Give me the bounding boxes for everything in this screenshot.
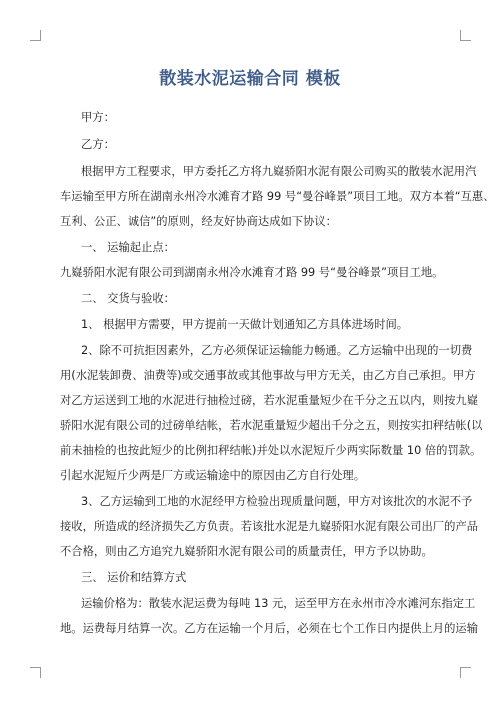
party-b-label: 乙方： [81, 138, 115, 151]
crop-mark-bottom-right [460, 667, 471, 678]
paragraph-line: 引起水泥短斤少两是厂方或运输途中的原因由乙方自行处理。 [60, 469, 366, 482]
paragraph-line: 九嶷骄阳水泥有限公司到湖南永州冷水滩育才路 99 号“曼谷峰景”项目工地。 [60, 266, 444, 279]
section-heading: 一、 运输起止点： [81, 241, 175, 254]
paragraph-line: 前未抽检的也按此短少的比例扣秤结帐)并处以水泥短斤少两实际数量 10 倍的罚款。 [60, 444, 482, 457]
paragraph-line: 车运输至甲方所在湖南永州冷水滩育才路 99 号“曼谷峰景”项目工地。双方本着“互惠、 [60, 190, 495, 203]
party-a-label: 甲方： [81, 111, 115, 124]
section-heading: 三、 运价和结算方式 [81, 571, 187, 584]
document-title: 散装水泥运输合同 模板 [159, 69, 341, 89]
paragraph-line: 根据甲方工程要求，甲方委托乙方将九嶷骄阳水泥有限公司购买的散装水泥用汽 [81, 165, 477, 178]
paragraph-line: 接收，所造成的经济损失乙方负责。若该批水泥是九嶷骄阳水泥有限公司出厂的产品 [60, 520, 478, 533]
paragraph-line: 用(水泥装卸费、油费等)或交通事故或其他事故与甲方无关，由乙方自己承担。甲方 [60, 369, 476, 382]
paragraph-line: 地。运费每月结算一次。乙方在运输一个月后，必须在七个工作日内提供上月的运输 [60, 622, 478, 635]
crop-mark-bottom-left [30, 667, 41, 678]
crop-mark-top-left [30, 30, 41, 41]
paragraph-line: 1、 根据甲方需要，甲方提前一天做计划通知乙方具体进场时间。 [81, 318, 409, 331]
section-heading: 二、 交货与验收： [81, 292, 175, 305]
paragraph-line: 不合格，则由乙方追究九嶷骄阳水泥有限公司的质量责任，甲方予以协助。 [60, 545, 433, 558]
paragraph-line: 2、除不可抗拒因素外，乙方必须保证运输能力畅通。乙方运输中出现的一切费 [81, 344, 473, 357]
paragraph-line: 互利、公正、诚信”的原则，经友好协商达成如下协议： [60, 215, 337, 228]
paragraph-line: 3、乙方运输到工地的水泥经甲方检验出现质量问题，甲方对该批次的水泥不予 [81, 495, 473, 508]
paragraph-line: 对乙方运送到工地的水泥进行抽检过磅，若水泥重量短少在千分之五以内，则按九嶷 [60, 394, 478, 407]
crop-mark-top-right [460, 30, 471, 41]
paragraph-line: 运输价格为：散装水泥运费为每吨 13 元，运至甲方在永州市冷水滩河东指定工 [81, 597, 476, 610]
paragraph-line: 骄阳水泥有限公司的过磅单结帐，若水泥重量短少超出千分之五，则按实扣秤结帐(以 [60, 419, 483, 432]
